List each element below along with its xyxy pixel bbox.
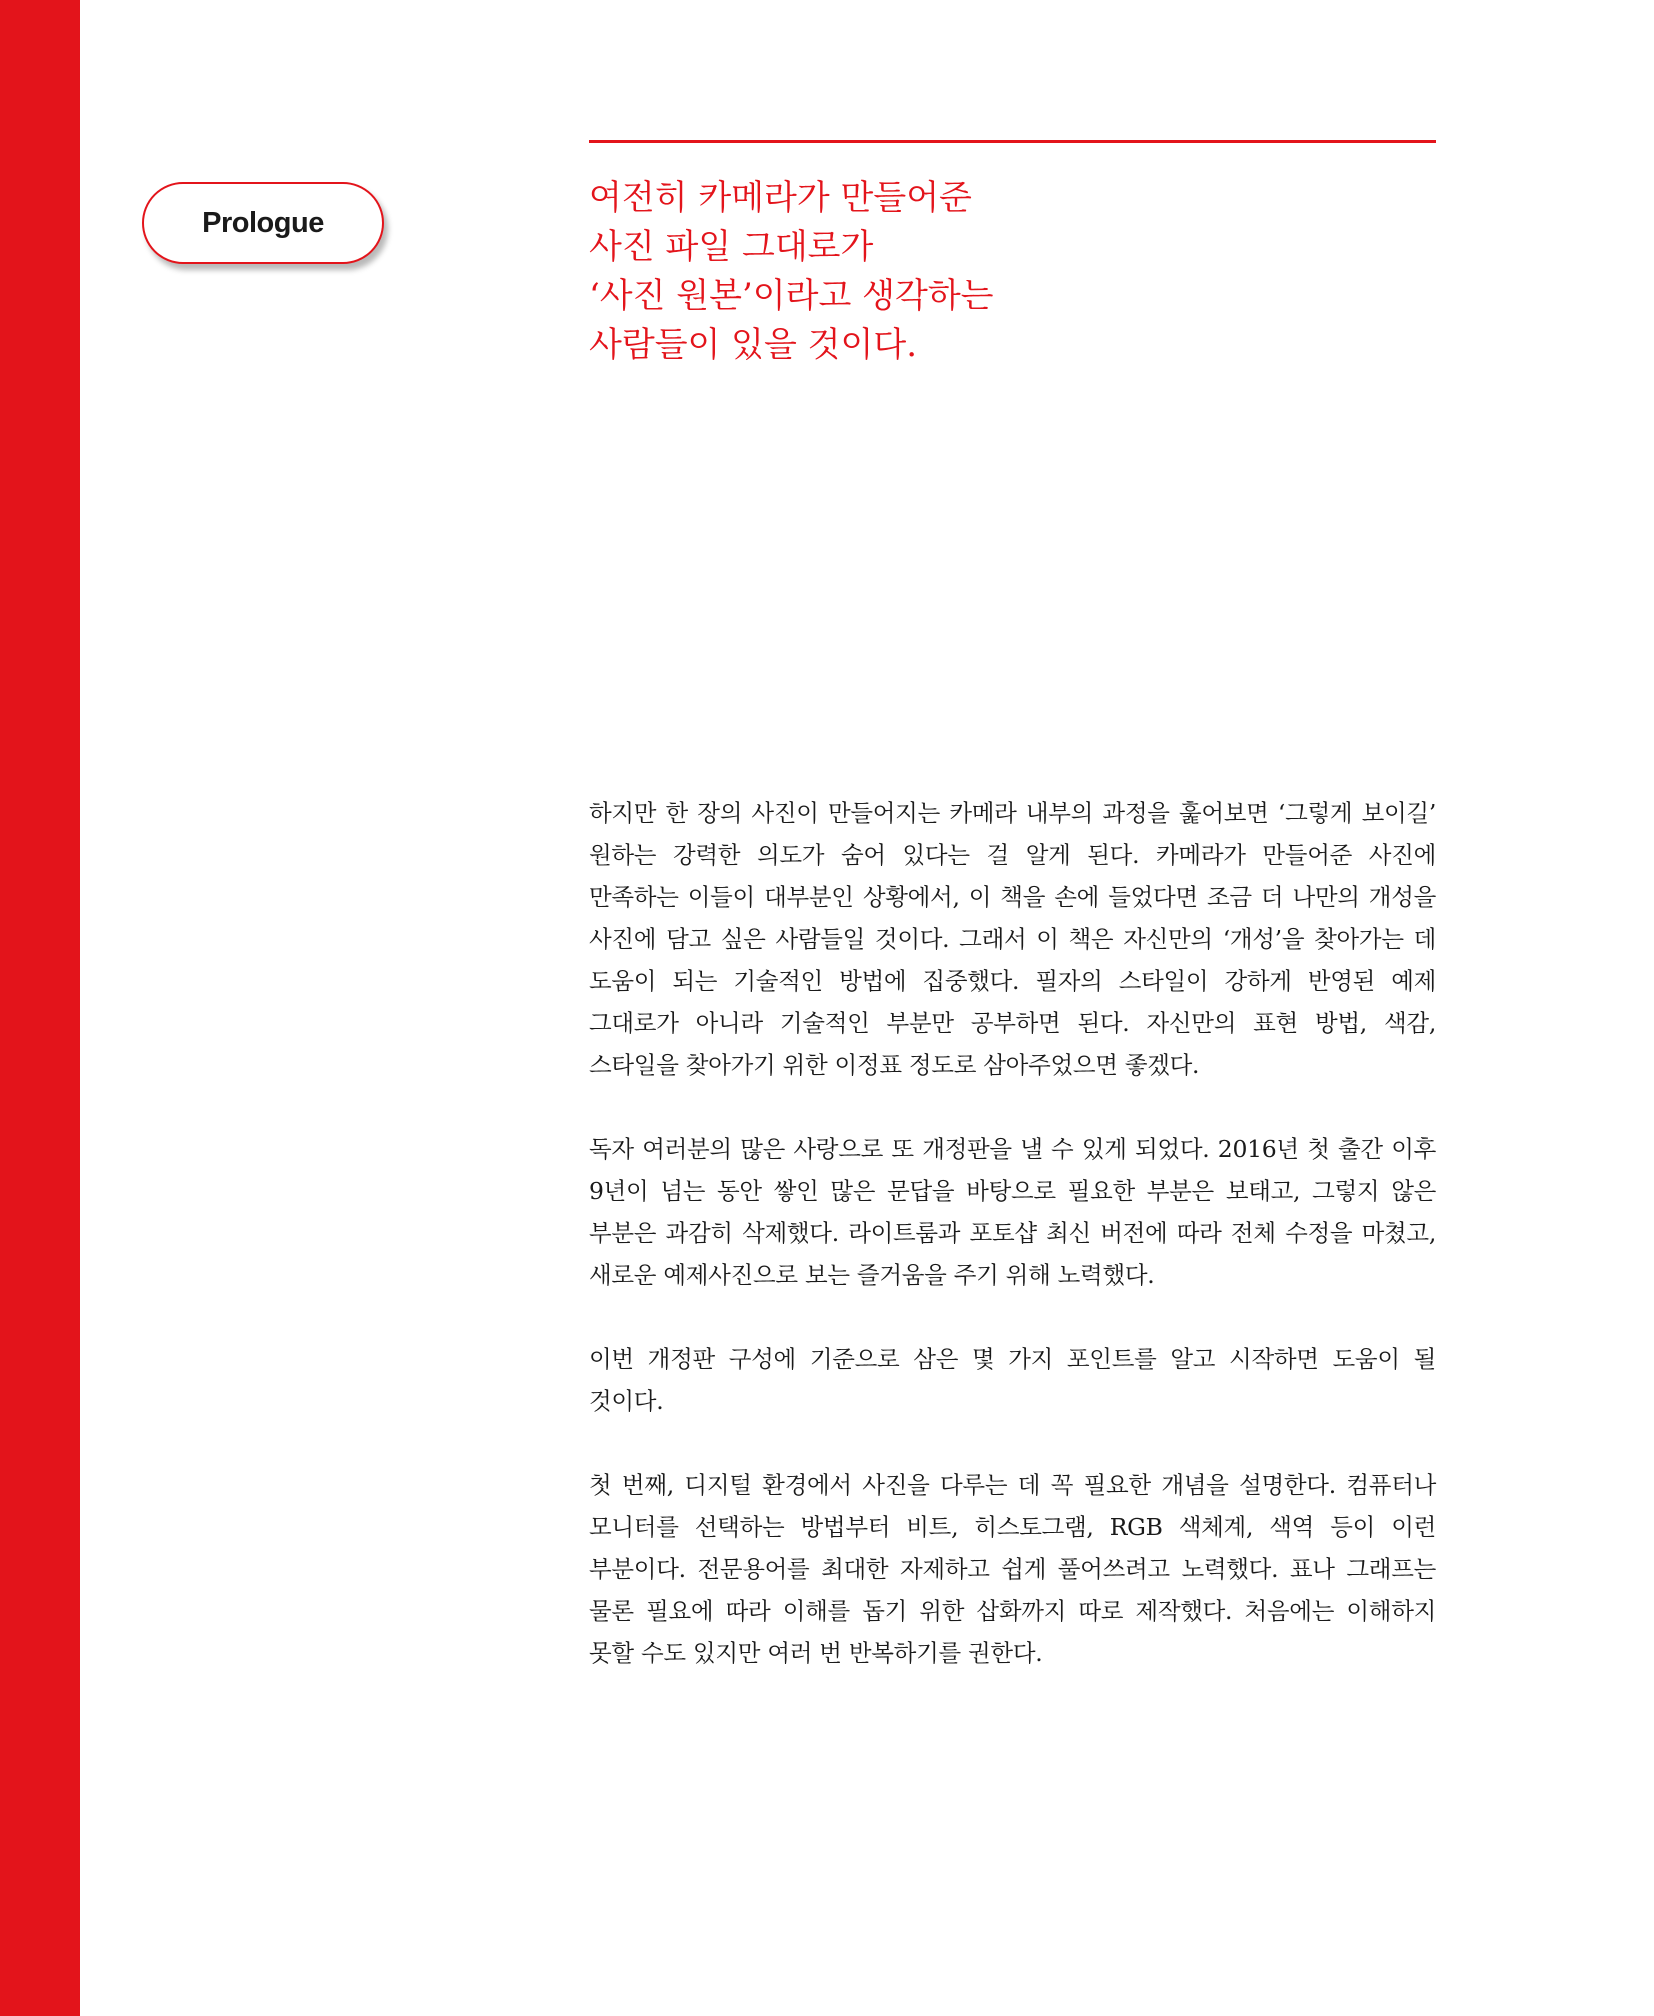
- heading-line: 여전히 카메라가 만들어준: [589, 178, 972, 218]
- top-divider-rule: [589, 140, 1436, 143]
- body-paragraph: 이번 개정판 구성에 기준으로 삼은 몇 가지 포인트를 알고 시작하면 도움이 될 것이다.: [589, 1345, 1436, 1415]
- body-paragraph: 독자 여러분의 많은 사랑으로 또 개정판을 낼 수 있게 되었다. 2016년 첫 출간 이후 9년이 넘는 동안 쌓인 많은 문답을 바탕으로 필요한 부분은 보태고, 그렇지 않은 부분은 과감히 삭제했다. 라이트룸과 포토샵 최신 버전에 따라 전체 수정을 마쳤고, 새로운 예제사진으로 보는 즐거움을 주기 위해 노력했다.: [589, 1135, 1436, 1289]
- body-paragraph: 첫 번째, 디지털 환경에서 사진을 다루는 데 꼭 필요한 개념을 설명한다. 컴퓨터나 모니터를 선택하는 방법부터 비트, 히스토그램, RGB 색체계, 색역 등이 이런 부분이다. 전문용어를 최대한 자제하고 쉽게 풀어쓰려고 노력했다. 표나 그래프는 물론 필요에 따라 이해를 돕기 위한 삽화까지 따로 제작했다. 처음에는 이해하지 못할 수도 있지만 여러 번 반복하기를 권한다.: [589, 1471, 1436, 1667]
- heading-line: 사진 파일 그대로가: [589, 227, 874, 267]
- prologue-badge: [142, 182, 384, 264]
- heading-line: ‘사진 원본’이라고 생각하는: [589, 276, 994, 316]
- prologue-heading: [589, 174, 1349, 370]
- left-accent-bar: [0, 0, 80, 2016]
- prologue-badge-label: Prologue: [202, 206, 324, 239]
- prologue-body: [589, 792, 1436, 1716]
- heading-line: 사람들이 있을 것이다.: [589, 325, 918, 365]
- body-paragraph: 하지만 한 장의 사진이 만들어지는 카메라 내부의 과정을 훑어보면 ‘그렇게 보이길’ 원하는 강력한 의도가 숨어 있다는 걸 알게 된다. 카메라가 만들어준 사진에 만족하는 이들이 대부분인 상황에서, 이 책을 손에 들었다면 조금 더 나만의 개성을 사진에 담고 싶은 사람들일 것이다. 그래서 이 책은 자신만의 ‘개성’을 찾아가는 데 도움이 되는 기술적인 방법에 집중했다. 필자의 스타일이 강하게 반영된 예제 그대로가 아니라 기술적인 부분만 공부하면 된다. 자신만의 표현 방법, 색감, 스타일을 찾아가기 위한 이정표 정도로 삼아주었으면 좋겠다.: [589, 799, 1436, 1079]
